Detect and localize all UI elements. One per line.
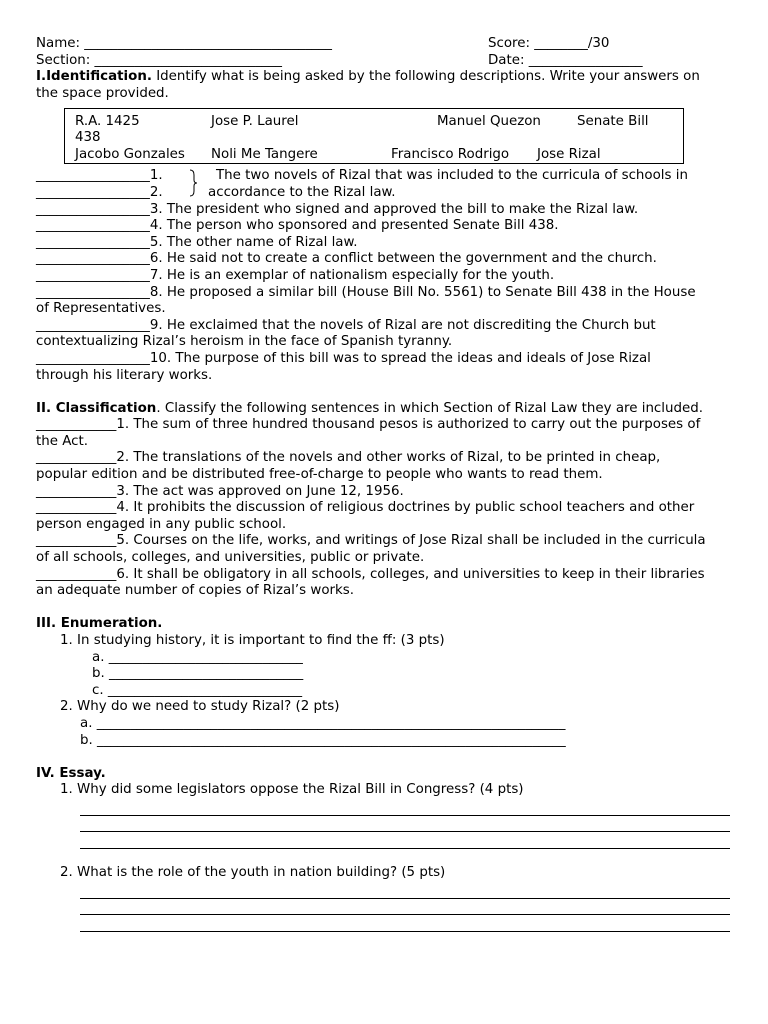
part1-instruction: Identify what is being asked by the following descriptions. Write your answers on	[151, 69, 700, 85]
choice-item: Noli Me Tangere	[211, 147, 318, 163]
classification-item-cont: person engaged in any public school.	[36, 516, 287, 532]
identification-item[interactable]: _________________8. He proposed a similar bill (House Bill No. 5561) to Senate Bill 438 in the House	[36, 284, 696, 300]
identification-item-cont: through his literary works.	[36, 367, 213, 383]
question-text: accordance to the Rizal law.	[208, 184, 396, 200]
classification-item-cont: popular edition and be distributed free-of-charge to people who wants to read them.	[36, 467, 603, 483]
grouping-brace	[189, 169, 197, 197]
classification-item[interactable]: ____________3. The act was approved on June 12, 1956.	[36, 483, 404, 499]
essay-question-1: 1. Why did some legislators oppose the Rizal Bill in Congress? (4 pts)	[60, 782, 524, 798]
question-text: The two novels of Rizal that was included to the curricula of schools in	[216, 168, 688, 184]
identification-item[interactable]: _________________7. He is an exemplar of nationalism especially for the youth.	[36, 267, 555, 283]
enumeration-question-2: 2. Why do we need to study Rizal? (2 pts)	[60, 699, 340, 715]
essay-answer-line[interactable]	[80, 915, 730, 932]
classification-item[interactable]: ____________6. It shall be obligatory in all schools, colleges, and universities to keep in their libraries	[36, 566, 705, 582]
enumeration-question-1: 1. In studying history, it is important to find the ff: (3 pts)	[60, 633, 445, 648]
classification-item[interactable]: ____________4. It prohibits the discussion of religious doctrines by public school teachers and other	[36, 500, 695, 516]
items-1-2	[36, 168, 730, 201]
identification-item[interactable]: _________________6. He said not to create a conflict between the government and the church.	[36, 251, 657, 267]
choice-item: R.A. 1425	[75, 114, 140, 130]
part1-heading	[36, 69, 730, 86]
essay-question-2: 2. What is the role of the youth in nation building? (5 pts)	[60, 865, 446, 881]
header-row-2	[36, 53, 730, 70]
part3-title: III. Enumeration.	[36, 616, 163, 632]
essay-answer-line[interactable]	[80, 799, 730, 816]
classification-item-cont: the Act.	[36, 433, 89, 449]
enumeration-answer[interactable]: c. _____________________________	[92, 682, 303, 698]
choice-item: Jose P. Laurel	[211, 114, 299, 130]
choice-item: Jacobo Gonzales	[75, 147, 185, 163]
choice-item: Jose Rizal	[537, 147, 601, 163]
header-row-1	[36, 36, 730, 53]
classification-item-cont: of all schools, colleges, and universities, public or private.	[36, 550, 425, 566]
identification-item[interactable]: _________________5. The other name of Rizal law.	[36, 234, 358, 250]
score-field[interactable]: Score: ________/30	[488, 36, 610, 51]
section-field[interactable]: Section: ____________________________	[36, 52, 282, 68]
part1-title: I.Identification.	[36, 69, 152, 85]
enumeration-answer[interactable]: a. _____________________________	[92, 649, 303, 665]
essay-answer-line[interactable]	[80, 816, 730, 833]
classification-item[interactable]: ____________5. Courses on the life, works, and writings of Jose Rizal shall be included in the curricula	[36, 533, 706, 549]
enumeration-answer[interactable]: b. _____________________________	[92, 666, 304, 682]
part4-title: IV. Essay.	[36, 765, 106, 781]
identification-item-cont: contextualizing Rizal’s heroism in the face of Spanish tyranny.	[36, 334, 453, 350]
choice-item: Senate Bill	[577, 114, 649, 130]
choices-box	[64, 108, 684, 164]
answer-line[interactable]: _________________2.	[36, 184, 163, 200]
enumeration-answer[interactable]: b. ______________________________________________________________________	[80, 732, 566, 748]
part4-heading	[36, 766, 730, 783]
essay-answer-line[interactable]	[80, 899, 730, 916]
identification-item-cont: of Representatives.	[36, 301, 166, 317]
choice-item: 438	[75, 130, 101, 146]
part2-heading	[36, 401, 730, 418]
classification-item[interactable]: ____________1. The sum of three hundred thousand pesos is authorized to carry out the purposes of	[36, 417, 701, 433]
part3-heading	[36, 616, 730, 633]
essay-answer-line[interactable]	[80, 832, 730, 849]
identification-item[interactable]: _________________4. The person who sponsored and presented Senate Bill 438.	[36, 218, 559, 234]
identification-item[interactable]: _________________9. He exclaimed that the novels of Rizal are not discrediting the Church but	[36, 317, 656, 333]
part2-title: II. Classification	[36, 400, 157, 416]
identification-item[interactable]: _________________3. The president who signed and approved the bill to make the Rizal law.	[36, 201, 639, 217]
name-field[interactable]: Name: _____________________________________	[36, 36, 332, 51]
part1-instruction-cont: the space provided.	[36, 85, 169, 101]
identification-item[interactable]: _________________10. The purpose of this bill was to spread the ideas and ideals of Jose Rizal	[36, 350, 651, 366]
worksheet	[36, 36, 730, 932]
answer-line[interactable]: _________________1.	[36, 168, 163, 184]
classification-item-cont: an adequate number of copies of Rizal’s works.	[36, 583, 355, 599]
choice-item: Manuel Quezon	[437, 114, 541, 130]
essay-answer-line[interactable]	[80, 882, 730, 899]
classification-item[interactable]: ____________2. The translations of the novels and other works of Rizal, to be printed in cheap,	[36, 450, 661, 466]
part2-instruction: . Classify the following sentences in which Section of Rizal Law they are included.	[156, 400, 703, 416]
enumeration-answer[interactable]: a. ______________________________________________________________________	[80, 715, 566, 731]
date-field[interactable]: Date: _________________	[488, 52, 643, 68]
choice-item: Francisco Rodrigo	[391, 147, 510, 163]
